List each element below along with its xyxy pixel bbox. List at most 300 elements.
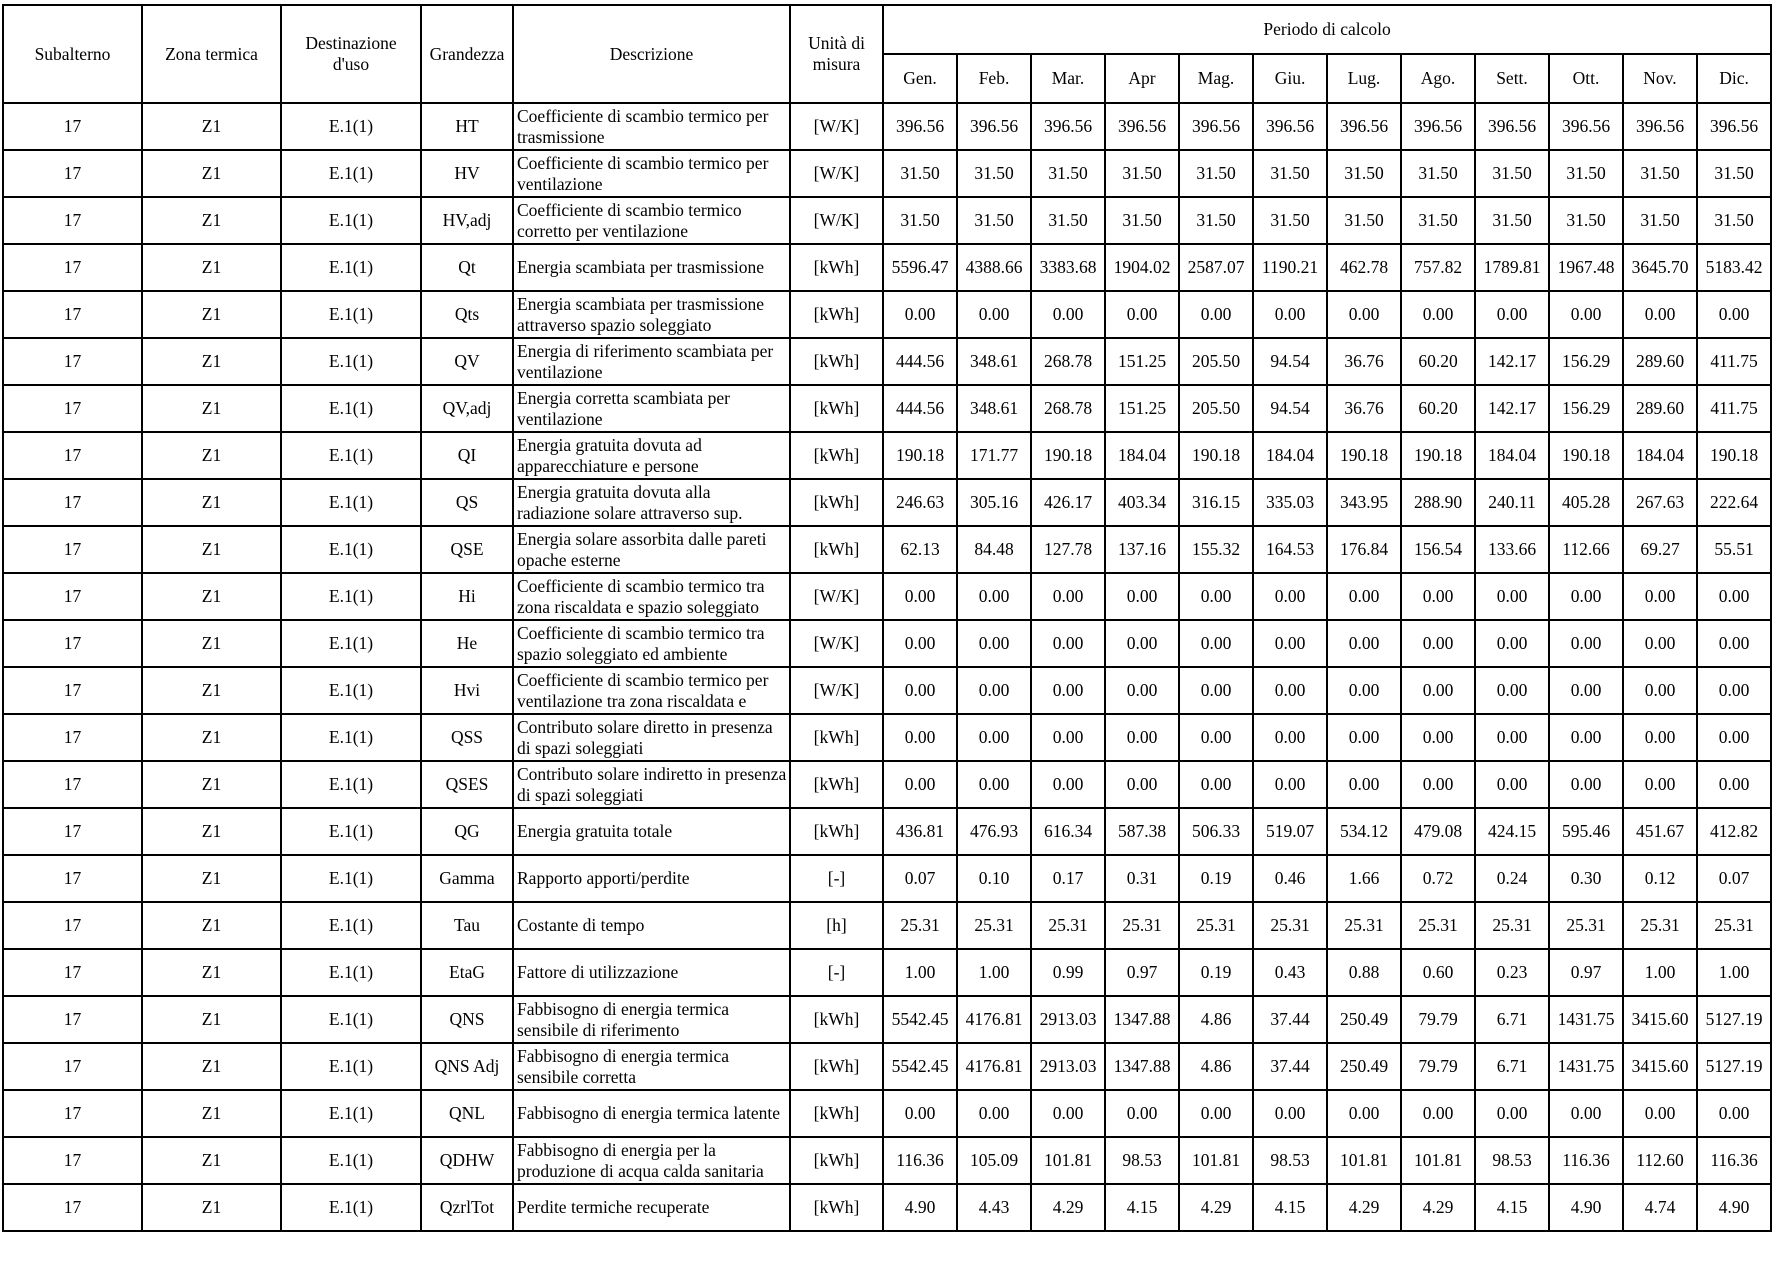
header-month: Gen. [883,54,957,103]
cell-month-value: 69.27 [1623,526,1697,573]
cell-descrizione: Fabbisogno di energia termica latente [513,1090,790,1137]
cell-subalterno: 17 [3,1137,142,1184]
cell-month-value: 0.00 [957,620,1031,667]
table-row [3,150,1771,197]
cell-month-value: 411.75 [1697,385,1771,432]
cell-month-value: 0.00 [883,1090,957,1137]
cell-month-value: 176.84 [1327,526,1401,573]
cell-month-value: 4.43 [957,1184,1031,1231]
cell-month-value: 31.50 [957,197,1031,244]
cell-month-value: 1431.75 [1549,1043,1623,1090]
cell-month-value: 396.56 [1697,103,1771,150]
cell-month-value: 479.08 [1401,808,1475,855]
cell-month-value: 0.00 [1031,291,1105,338]
cell-month-value: 60.20 [1401,385,1475,432]
cell-month-value: 250.49 [1327,996,1401,1043]
cell-month-value: 25.31 [1697,902,1771,949]
cell-month-value: 0.00 [1401,714,1475,761]
cell-month-value: 316.15 [1179,479,1253,526]
cell-month-value: 0.00 [1401,761,1475,808]
cell-month-value: 205.50 [1179,338,1253,385]
cell-month-value: 31.50 [883,150,957,197]
cell-month-value: 0.00 [1253,714,1327,761]
cell-month-value: 506.33 [1179,808,1253,855]
cell-month-value: 31.50 [1697,197,1771,244]
cell-month-value: 0.00 [1401,1090,1475,1137]
cell-destinazione-uso: E.1(1) [281,808,421,855]
cell-grandezza: QS [421,479,513,526]
cell-month-value: 0.00 [1327,667,1401,714]
cell-month-value: 184.04 [1623,432,1697,479]
cell-month-value: 0.00 [1401,573,1475,620]
cell-month-value: 0.00 [957,291,1031,338]
cell-month-value: 1904.02 [1105,244,1179,291]
cell-month-value: 116.36 [1549,1137,1623,1184]
cell-month-value: 0.00 [1105,573,1179,620]
cell-month-value: 112.60 [1623,1137,1697,1184]
cell-unita-misura: [W/K] [790,667,883,714]
cell-month-value: 403.34 [1105,479,1179,526]
cell-month-value: 142.17 [1475,338,1549,385]
table-row [3,808,1771,855]
cell-month-value: 0.00 [1105,1090,1179,1137]
cell-descrizione: Coefficiente di scambio termico corretto per ventilazione [513,197,790,244]
cell-descrizione: Coefficiente di scambio termico per trasmissione [513,103,790,150]
cell-destinazione-uso: E.1(1) [281,291,421,338]
cell-month-value: 31.50 [1475,150,1549,197]
cell-unita-misura: [kWh] [790,808,883,855]
cell-month-value: 133.66 [1475,526,1549,573]
header-grandezza: Grandezza [421,5,513,103]
cell-month-value: 184.04 [1475,432,1549,479]
cell-month-value: 0.19 [1179,949,1253,996]
monthly-calculation-table [2,4,1772,1232]
cell-month-value: 396.56 [1401,103,1475,150]
cell-month-value: 31.50 [1475,197,1549,244]
cell-month-value: 246.63 [883,479,957,526]
cell-unita-misura: [kWh] [790,244,883,291]
cell-descrizione: Fabbisogno di energia per la produzione di acqua calda sanitaria [513,1137,790,1184]
cell-unita-misura: [kWh] [790,479,883,526]
cell-subalterno: 17 [3,479,142,526]
cell-subalterno: 17 [3,526,142,573]
cell-month-value: 184.04 [1105,432,1179,479]
cell-grandezza: QzrlTot [421,1184,513,1231]
cell-month-value: 1347.88 [1105,996,1179,1043]
cell-subalterno: 17 [3,244,142,291]
cell-month-value: 0.00 [1179,761,1253,808]
cell-month-value: 0.00 [1401,291,1475,338]
table-row [3,479,1771,526]
cell-month-value: 396.56 [957,103,1031,150]
cell-month-value: 4.29 [1401,1184,1475,1231]
cell-month-value: 31.50 [1031,197,1105,244]
cell-zona-termica: Z1 [142,761,281,808]
cell-month-value: 105.09 [957,1137,1031,1184]
cell-month-value: 0.00 [1031,761,1105,808]
cell-month-value: 2913.03 [1031,996,1105,1043]
cell-month-value: 116.36 [883,1137,957,1184]
cell-zona-termica: Z1 [142,573,281,620]
cell-month-value: 4.29 [1031,1184,1105,1231]
cell-month-value: 1431.75 [1549,996,1623,1043]
cell-month-value: 6.71 [1475,996,1549,1043]
cell-month-value: 0.00 [957,573,1031,620]
header-zona-termica: Zona termica [142,5,281,103]
cell-month-value: 0.72 [1401,855,1475,902]
header-month: Apr [1105,54,1179,103]
cell-month-value: 0.00 [1623,761,1697,808]
cell-month-value: 4388.66 [957,244,1031,291]
cell-month-value: 4.86 [1179,996,1253,1043]
cell-month-value: 25.31 [1549,902,1623,949]
table-row [3,338,1771,385]
cell-month-value: 79.79 [1401,1043,1475,1090]
table-row [3,714,1771,761]
cell-month-value: 0.00 [883,620,957,667]
cell-month-value: 0.00 [1697,714,1771,761]
header-month: Nov. [1623,54,1697,103]
cell-month-value: 5127.19 [1697,996,1771,1043]
cell-destinazione-uso: E.1(1) [281,338,421,385]
cell-grandezza: QNS Adj [421,1043,513,1090]
table-row [3,432,1771,479]
cell-month-value: 0.00 [1549,291,1623,338]
cell-month-value: 31.50 [1623,197,1697,244]
header-month: Dic. [1697,54,1771,103]
cell-descrizione: Energia di riferimento scambiata per ventilazione [513,338,790,385]
cell-month-value: 534.12 [1327,808,1401,855]
cell-month-value: 0.00 [1623,1090,1697,1137]
cell-month-value: 0.23 [1475,949,1549,996]
cell-month-value: 396.56 [1105,103,1179,150]
table-row [3,1137,1771,1184]
cell-month-value: 31.50 [1549,197,1623,244]
table-row [3,103,1771,150]
cell-subalterno: 17 [3,338,142,385]
cell-grandezza: QNS [421,996,513,1043]
cell-month-value: 0.24 [1475,855,1549,902]
cell-unita-misura: [kWh] [790,291,883,338]
cell-month-value: 5127.19 [1697,1043,1771,1090]
cell-month-value: 0.00 [1697,1090,1771,1137]
cell-month-value: 156.29 [1549,338,1623,385]
cell-month-value: 31.50 [1105,150,1179,197]
cell-grandezza: QDHW [421,1137,513,1184]
cell-destinazione-uso: E.1(1) [281,761,421,808]
cell-destinazione-uso: E.1(1) [281,1184,421,1231]
cell-month-value: 1190.21 [1253,244,1327,291]
cell-month-value: 2913.03 [1031,1043,1105,1090]
table-row [3,620,1771,667]
cell-grandezza: QV,adj [421,385,513,432]
cell-month-value: 4176.81 [957,1043,1031,1090]
cell-month-value: 289.60 [1623,385,1697,432]
cell-destinazione-uso: E.1(1) [281,1137,421,1184]
table-row [3,949,1771,996]
cell-month-value: 25.31 [1253,902,1327,949]
cell-month-value: 3415.60 [1623,1043,1697,1090]
cell-subalterno: 17 [3,432,142,479]
cell-destinazione-uso: E.1(1) [281,150,421,197]
cell-month-value: 5596.47 [883,244,957,291]
header-month: Mag. [1179,54,1253,103]
header-month: Ago. [1401,54,1475,103]
cell-month-value: 519.07 [1253,808,1327,855]
cell-zona-termica: Z1 [142,150,281,197]
cell-unita-misura: [kWh] [790,432,883,479]
cell-grandezza: Tau [421,902,513,949]
cell-month-value: 55.51 [1697,526,1771,573]
cell-grandezza: He [421,620,513,667]
cell-destinazione-uso: E.1(1) [281,1043,421,1090]
cell-subalterno: 17 [3,291,142,338]
cell-month-value: 31.50 [1401,197,1475,244]
cell-month-value: 62.13 [883,526,957,573]
cell-month-value: 436.81 [883,808,957,855]
cell-month-value: 155.32 [1179,526,1253,573]
cell-month-value: 1967.48 [1549,244,1623,291]
cell-month-value: 0.00 [1105,714,1179,761]
cell-destinazione-uso: E.1(1) [281,573,421,620]
cell-destinazione-uso: E.1(1) [281,902,421,949]
cell-unita-misura: [kWh] [790,996,883,1043]
cell-descrizione: Energia scambiata per trasmissione attraverso spazio soleggiato [513,291,790,338]
cell-month-value: 0.00 [1401,620,1475,667]
cell-month-value: 0.00 [1697,291,1771,338]
cell-month-value: 156.54 [1401,526,1475,573]
cell-month-value: 0.60 [1401,949,1475,996]
cell-month-value: 0.17 [1031,855,1105,902]
cell-grandezza: QV [421,338,513,385]
cell-month-value: 94.54 [1253,338,1327,385]
cell-month-value: 289.60 [1623,338,1697,385]
cell-descrizione: Energia corretta scambiata per ventilazione [513,385,790,432]
cell-month-value: 348.61 [957,385,1031,432]
header-month: Mar. [1031,54,1105,103]
cell-unita-misura: [kWh] [790,1090,883,1137]
table-row [3,902,1771,949]
cell-unita-misura: [kWh] [790,385,883,432]
header-subalterno: Subalterno [3,5,142,103]
cell-destinazione-uso: E.1(1) [281,479,421,526]
cell-grandezza: QSS [421,714,513,761]
cell-descrizione: Coefficiente di scambio termico per ventilazione tra zona riscaldata e [513,667,790,714]
cell-unita-misura: [W/K] [790,573,883,620]
cell-descrizione: Energia solare assorbita dalle pareti opache esterne [513,526,790,573]
cell-month-value: 396.56 [1475,103,1549,150]
cell-subalterno: 17 [3,1184,142,1231]
header-descrizione: Descrizione [513,5,790,103]
cell-month-value: 0.00 [1549,1090,1623,1137]
cell-month-value: 31.50 [1179,150,1253,197]
cell-month-value: 348.61 [957,338,1031,385]
header-periodo-calcolo: Periodo di calcolo [883,5,1771,54]
table-row [3,385,1771,432]
header-unita-misura [790,5,883,103]
cell-month-value: 4.90 [883,1184,957,1231]
cell-zona-termica: Z1 [142,1090,281,1137]
cell-descrizione: Energia scambiata per trasmissione [513,244,790,291]
cell-subalterno: 17 [3,808,142,855]
cell-month-value: 0.00 [1549,761,1623,808]
cell-destinazione-uso: E.1(1) [281,103,421,150]
cell-month-value: 343.95 [1327,479,1401,526]
table-row [3,291,1771,338]
cell-month-value: 127.78 [1031,526,1105,573]
cell-month-value: 0.00 [1475,667,1549,714]
cell-month-value: 412.82 [1697,808,1771,855]
cell-month-value: 171.77 [957,432,1031,479]
cell-month-value: 101.81 [1327,1137,1401,1184]
cell-month-value: 0.30 [1549,855,1623,902]
cell-month-value: 616.34 [1031,808,1105,855]
cell-month-value: 0.07 [883,855,957,902]
cell-month-value: 0.07 [1697,855,1771,902]
cell-unita-misura: [kWh] [790,1043,883,1090]
cell-descrizione: Costante di tempo [513,902,790,949]
cell-month-value: 451.67 [1623,808,1697,855]
cell-month-value: 31.50 [1327,197,1401,244]
cell-destinazione-uso: E.1(1) [281,996,421,1043]
cell-month-value: 0.00 [883,573,957,620]
cell-zona-termica: Z1 [142,103,281,150]
cell-descrizione: Fattore di utilizzazione [513,949,790,996]
cell-subalterno: 17 [3,902,142,949]
cell-subalterno: 17 [3,573,142,620]
cell-month-value: 25.31 [957,902,1031,949]
cell-month-value: 288.90 [1401,479,1475,526]
cell-month-value: 0.00 [1327,714,1401,761]
cell-grandezza: HV,adj [421,197,513,244]
cell-destinazione-uso: E.1(1) [281,1090,421,1137]
cell-month-value: 184.04 [1253,432,1327,479]
cell-subalterno: 17 [3,949,142,996]
cell-month-value: 4.90 [1697,1184,1771,1231]
cell-zona-termica: Z1 [142,902,281,949]
cell-subalterno: 17 [3,103,142,150]
cell-zona-termica: Z1 [142,479,281,526]
cell-subalterno: 17 [3,996,142,1043]
cell-month-value: 0.00 [1697,761,1771,808]
table-row [3,1090,1771,1137]
calculation-table-container [2,4,1772,1232]
header-month: Giu. [1253,54,1327,103]
cell-zona-termica: Z1 [142,526,281,573]
cell-subalterno: 17 [3,714,142,761]
cell-zona-termica: Z1 [142,808,281,855]
cell-destinazione-uso: E.1(1) [281,620,421,667]
cell-month-value: 0.00 [883,291,957,338]
cell-zona-termica: Z1 [142,620,281,667]
cell-grandezza: EtaG [421,949,513,996]
cell-month-value: 31.50 [1401,150,1475,197]
cell-month-value: 0.99 [1031,949,1105,996]
cell-unita-misura: [W/K] [790,103,883,150]
cell-month-value: 0.00 [1623,667,1697,714]
cell-unita-misura: [-] [790,949,883,996]
cell-month-value: 0.00 [1623,573,1697,620]
cell-zona-termica: Z1 [142,855,281,902]
cell-descrizione: Perdite termiche recuperate [513,1184,790,1231]
cell-month-value: 5542.45 [883,1043,957,1090]
cell-month-value: 0.00 [1253,291,1327,338]
header-unita-line1: Unità di [808,33,865,53]
cell-month-value: 0.12 [1623,855,1697,902]
cell-month-value: 0.00 [1253,761,1327,808]
cell-month-value: 1.00 [1623,949,1697,996]
cell-grandezza: HV [421,150,513,197]
header-month: Feb. [957,54,1031,103]
cell-unita-misura: [kWh] [790,761,883,808]
cell-grandezza: Hvi [421,667,513,714]
table-body [3,103,1771,1231]
cell-month-value: 3645.70 [1623,244,1697,291]
cell-month-value: 37.44 [1253,1043,1327,1090]
cell-month-value: 476.93 [957,808,1031,855]
cell-grandezza: Gamma [421,855,513,902]
cell-month-value: 222.64 [1697,479,1771,526]
cell-month-value: 0.00 [1031,667,1105,714]
cell-month-value: 0.00 [1549,667,1623,714]
cell-zona-termica: Z1 [142,1043,281,1090]
cell-month-value: 98.53 [1105,1137,1179,1184]
cell-subalterno: 17 [3,620,142,667]
cell-descrizione: Energia gratuita dovuta ad apparecchiature e persone [513,432,790,479]
cell-month-value: 31.50 [1253,150,1327,197]
cell-month-value: 0.31 [1105,855,1179,902]
cell-month-value: 0.00 [1623,714,1697,761]
cell-destinazione-uso: E.1(1) [281,714,421,761]
cell-month-value: 2587.07 [1179,244,1253,291]
cell-month-value: 426.17 [1031,479,1105,526]
cell-month-value: 60.20 [1401,338,1475,385]
cell-month-value: 31.50 [883,197,957,244]
cell-month-value: 0.10 [957,855,1031,902]
cell-month-value: 0.00 [883,714,957,761]
table-row [3,573,1771,620]
cell-month-value: 31.50 [1105,197,1179,244]
cell-grandezza: QSE [421,526,513,573]
cell-month-value: 0.00 [1031,573,1105,620]
cell-month-value: 0.00 [1623,620,1697,667]
cell-month-value: 156.29 [1549,385,1623,432]
cell-month-value: 116.36 [1697,1137,1771,1184]
cell-zona-termica: Z1 [142,338,281,385]
cell-unita-misura: [kWh] [790,714,883,761]
cell-unita-misura: [h] [790,902,883,949]
header-month: Lug. [1327,54,1401,103]
cell-unita-misura: [kWh] [790,1137,883,1184]
cell-month-value: 0.00 [1031,1090,1105,1137]
cell-zona-termica: Z1 [142,1137,281,1184]
cell-month-value: 4.15 [1253,1184,1327,1231]
cell-grandezza: QSES [421,761,513,808]
cell-descrizione: Coefficiente di scambio termico per ventilazione [513,150,790,197]
cell-month-value: 0.97 [1105,949,1179,996]
cell-month-value: 0.00 [1253,667,1327,714]
cell-month-value: 305.16 [957,479,1031,526]
cell-month-value: 151.25 [1105,338,1179,385]
cell-month-value: 3415.60 [1623,996,1697,1043]
cell-month-value: 444.56 [883,338,957,385]
cell-descrizione: Fabbisogno di energia termica sensibile di riferimento [513,996,790,1043]
header-destinazione-line2: d'uso [332,54,370,74]
cell-descrizione: Fabbisogno di energia termica sensibile corretta [513,1043,790,1090]
cell-subalterno: 17 [3,197,142,244]
cell-month-value: 0.00 [1327,620,1401,667]
cell-month-value: 98.53 [1475,1137,1549,1184]
